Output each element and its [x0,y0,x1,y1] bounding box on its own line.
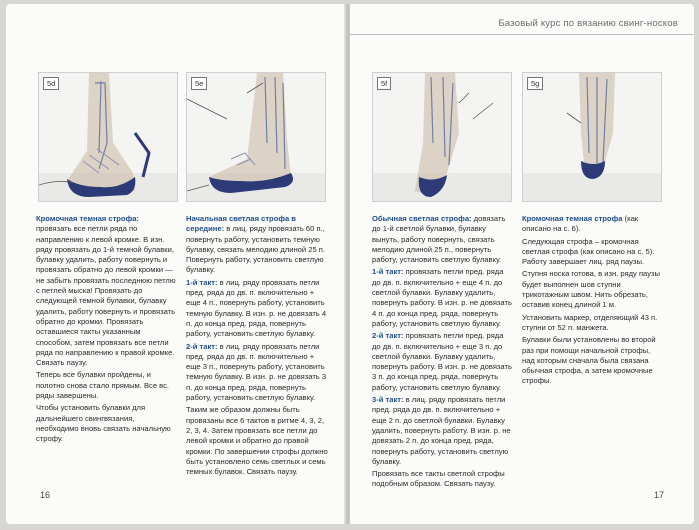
paragraph: в лиц. ряду провязать петли пред. ряда до дв. п. включительно + еще 4 п., повернуть работу, установить темную булавку. В изн. р. не довязать 4 п. до конца пред. ряда, повернуть работу, установить светлую булавку. [186,277,327,339]
paragraph: в лиц. ряду провязать петли пред. ряда до дв. п. включительно + еще 3 п., повернуть работу, установить темную булавку. В изн. р. не довязать 3 п. до конца пред. ряда, повернуть работу, установить светлую булавку. [186,341,327,403]
paragraph: (как описано на с. 6). [522,214,639,234]
sock-illustration [39,73,177,201]
sock-illustration [373,73,511,201]
photo-label: 5e [191,77,207,90]
paragraph: Теперь все булавки пройдены, и полотно снова стало прямым. Все вс. ряды завершены. [36,370,170,401]
paragraph: провязать петли пред. ряда до дв. п. включительно + еще 4 п. до светлой булавки. Булавку удалить, повернуть работу. В изн. р. не довязать 4 п. до конца пред. ряда, повернуть работу, установить светлую булавку. [372,267,512,328]
paragraph: Чтобы установить булавки для дальнейшего свингвязания, необходимо вновь связать начальную строфу. [36,403,171,444]
heading-edge-dark: Кромочная темная строфа [522,214,623,223]
header-divider [350,34,694,35]
beat-2-heading: 2-й такт: [186,341,218,351]
paragraph: Провязать все такты светлой строфы подобным образом. Связать паузу. [372,469,505,489]
text-column-4 [522,214,664,389]
heading-edge-dark: Кромочная темная строфа: [36,214,139,223]
left-page [6,4,346,524]
paragraph: провязать петли пред. ряда до дв. п. включительно + еще 3 п. до светлой булавки. Булавку удалить, повернуть работу. В изн. р. не довязать 3 п. до конца пред. ряда, повернуть работу, установить светлую булавку. [372,331,512,392]
heading-normal-light: Обычная светлая строфа: [372,214,472,223]
photo-5f [372,72,512,202]
photo-label: 5g [527,77,543,90]
beat-1-heading: 1-й такт: [372,267,404,277]
page-number-right: 17 [653,490,664,500]
paragraph: Таким же образом должны быть провязаны все 6 тактов в ритме 4, 3, 2, 2, 3, 4. Затем провязать все петли до левой кромки и обратно до правой кромки. По завершении строфы должно быть установлено семь светлых и семь темных булавок. Связать паузу. [186,405,328,477]
beat-3-heading: 3-й такт: [372,395,404,405]
beat-2-heading: 2-й такт: [372,331,404,341]
paragraph: довязать до 1-й светлой булавки, булавку вынуть, работу повернуть, связать мелодию длиной 25 п., повернуть работу, установить светлую булавку. [372,214,506,265]
paragraph: Булавки были установлены во второй раз при помощи начальной строфы, над которым сначала была связана обычная строфа, а затем кромочные строфы. [522,335,656,386]
photo-label: 5f [377,77,391,90]
paragraph: в лиц. ряду провязать петли пред. ряда до дв. п. включительно + еще 2 п. до светлой булавки. Булавку удалить, повернуть работу. В изн. р. не довязать 2 п. до конца пред. ряда, повернуть работу, установить светлую булавку. [372,395,511,466]
paragraph: Установить маркер, отделяющий 43 п. ступни от 52 п. манжета. [522,312,658,332]
photo-5e [186,72,326,202]
paragraph: провязать все петли ряда по направлению к левой кромке. В изн. ряду провязать до 1-й темной булавки, булавку удалить, работу повернуть и провязать обратно до левой кромки — не забыть провязать последнюю петлю с петлей мыска! Провязать до следующей темной булавки, булавку удалить, работу повернуть и провязать обратно до кромки. Провязать оставшиеся такты указанным способом, затем провязать все петли ряда по направлению к правой кромке. Связать паузу. [36,224,176,368]
text-column-2 [186,214,328,479]
photo-5g [522,72,662,202]
heading-start-light: Начальная светлая строфа в середине: [186,214,296,234]
photo-5d [38,72,178,202]
sock-illustration [523,73,661,201]
right-page [350,4,694,524]
text-column-1 [36,214,176,447]
paragraph: Ступня носка готова, в изн. ряду паузы будет выполнен шов ступни трикотажным швом. Нить обрезать, оставив конец длиной 1 м. [522,269,660,310]
paragraph: Следующая строфа – кромочная светлая строфа (как описано на с. 5). Работу завершает лиц. ряд паузы. [522,236,655,267]
beat-1-heading: 1-й такт: [186,277,218,287]
photo-label: 5d [43,77,59,90]
page-header: Базовый курс по вязанию свинг-носков [498,18,678,29]
paragraph: в лиц. ряду провязать 60 п., повернуть работу, установить темную булавку, связать мелодию длиной 25 п. Повернуть работу, установить светлую булавку. [186,224,325,275]
sock-illustration [187,73,325,201]
text-column-3 [372,214,514,492]
page-number-left: 16 [40,490,51,500]
